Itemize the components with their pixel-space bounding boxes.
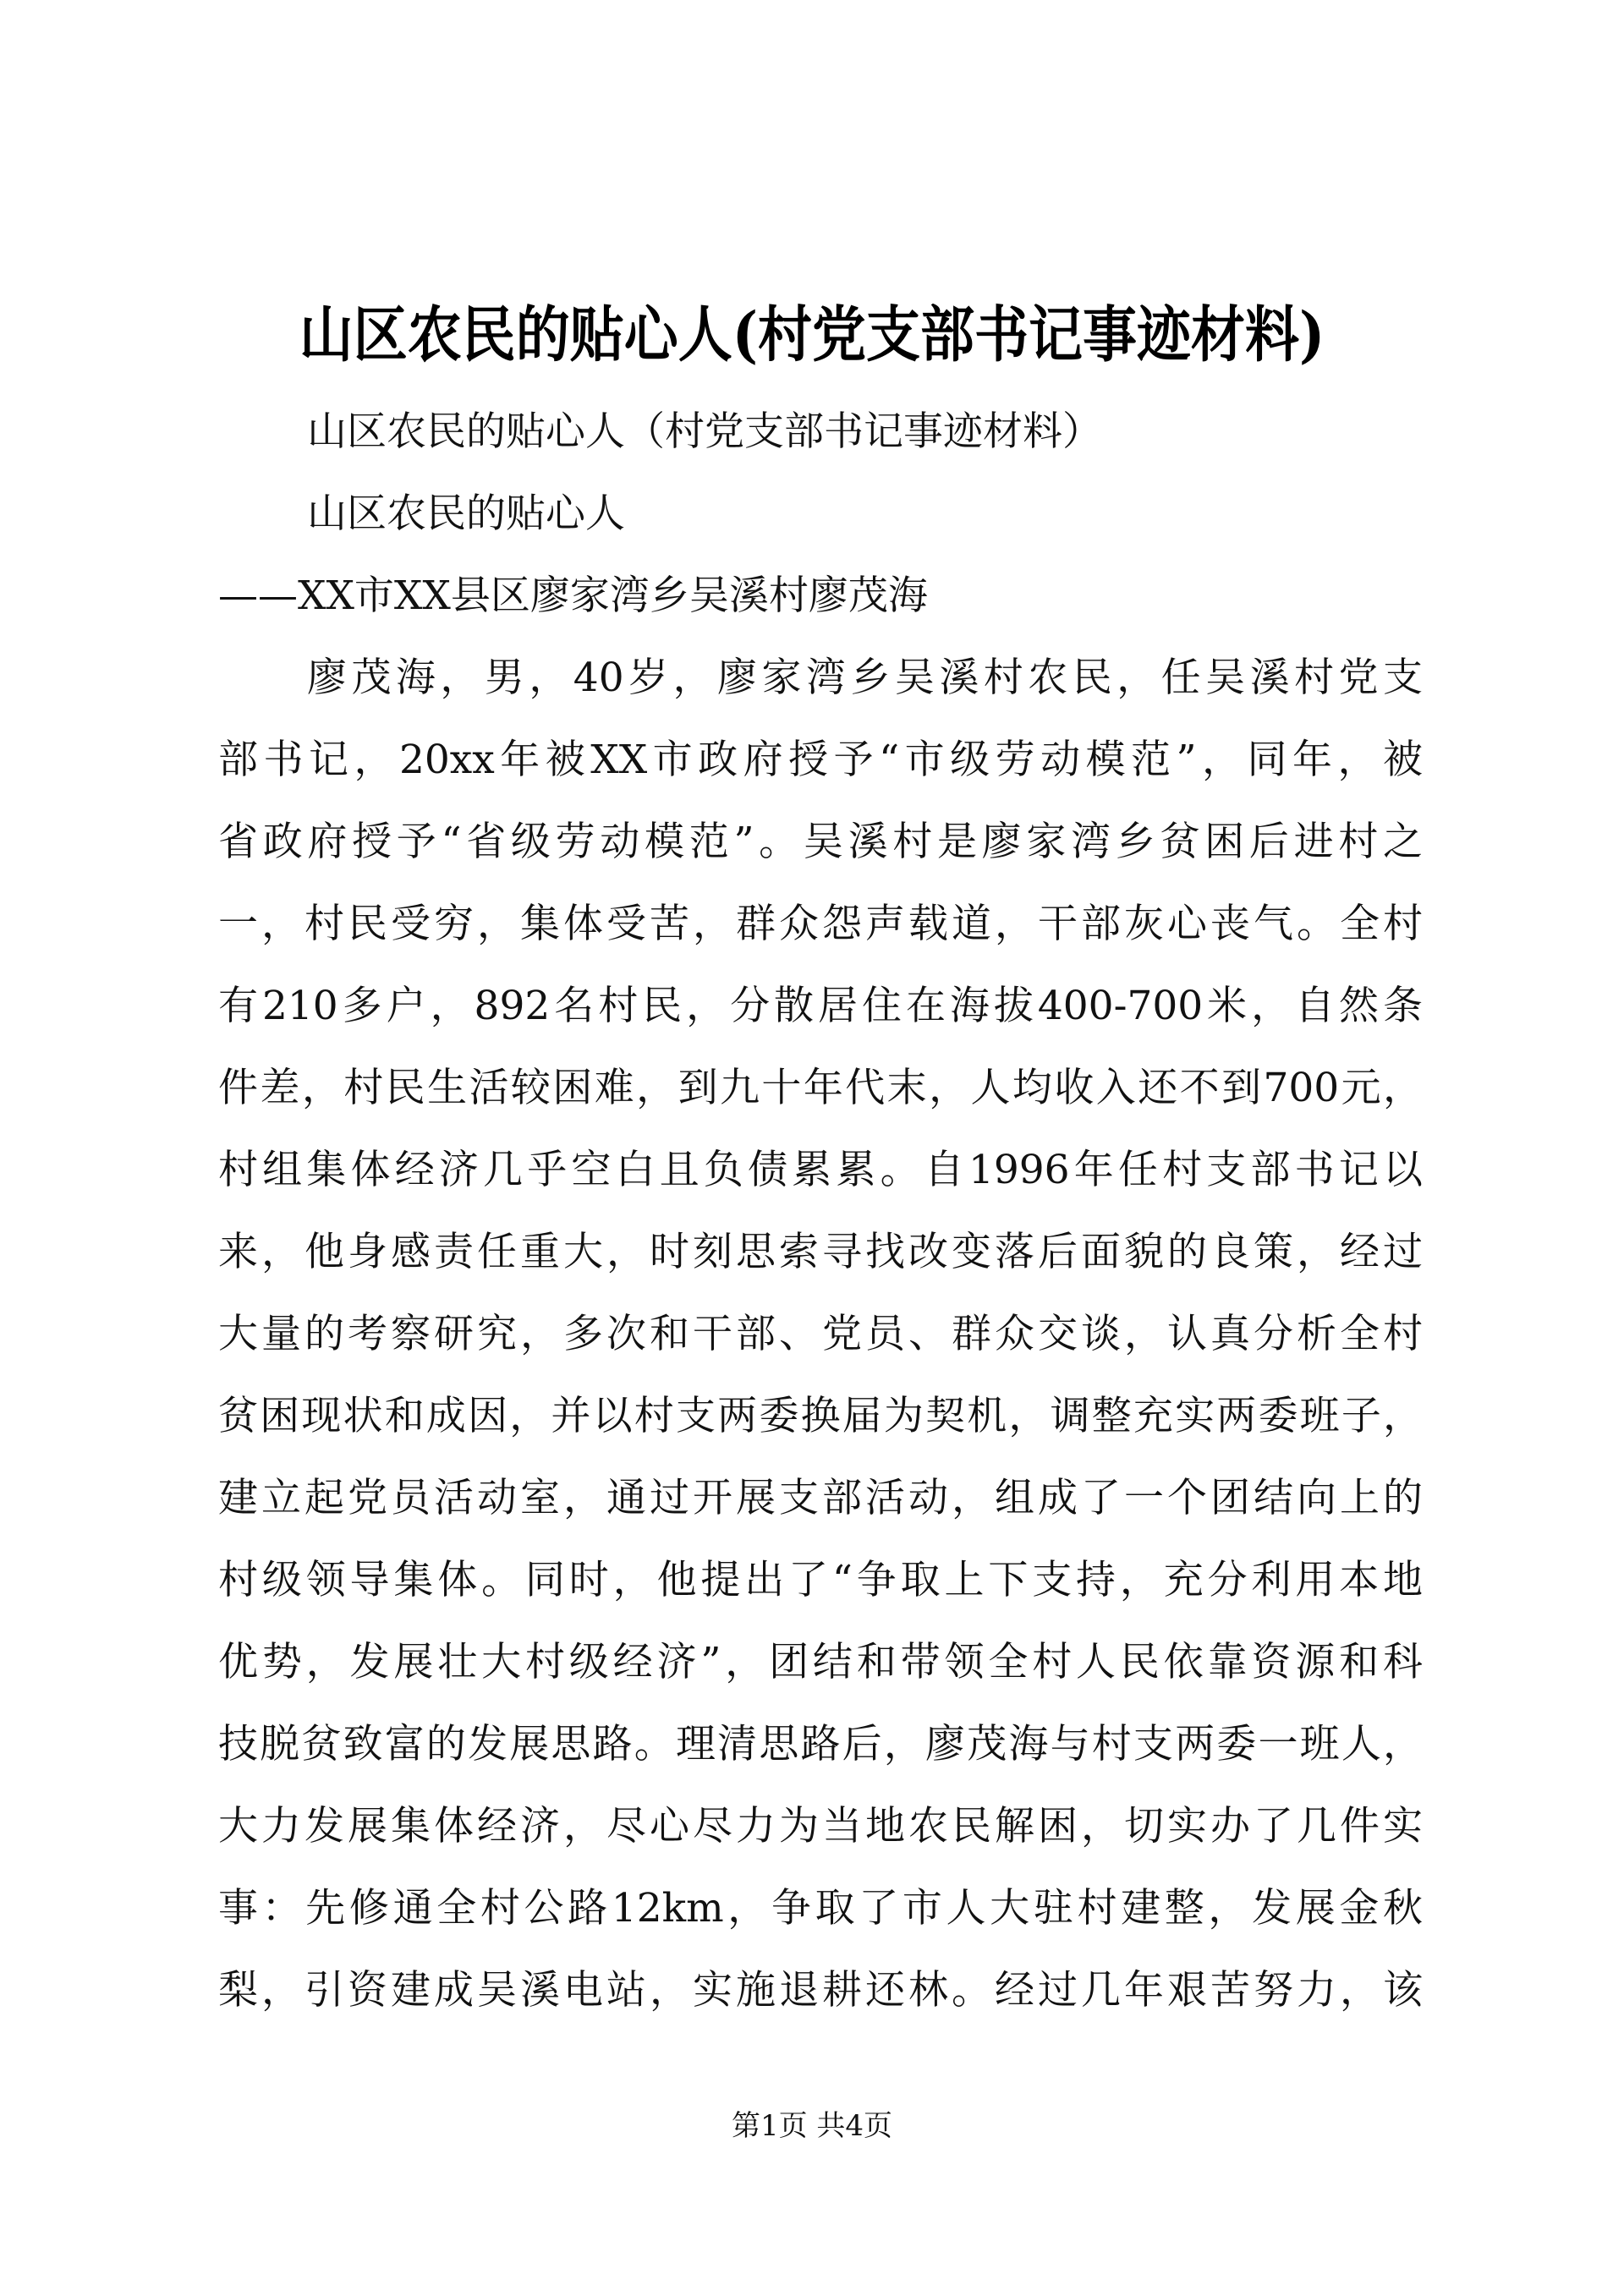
subtitle-line: 山区农民的贴心人（村党支部书记事迹材料）: [307, 408, 1102, 455]
paragraph-line: 件差，村民生活较困难，到九十年代末，人均收入还不到700元，: [218, 1065, 1423, 1111]
paragraph-line: 技脱贫致富的发展思路。理清思路后，廖茂海与村支两委一班人，: [218, 1721, 1423, 1767]
document-title: 山区农民的贴心人(村党支部书记事迹材料): [299, 299, 1325, 371]
paragraph-line: 建立起党员活动室，通过开展支部活动，组成了一个团结向上的: [218, 1475, 1423, 1521]
paragraph-line: 村组集体经济几乎空白且负债累累。自1996年任村支部书记以: [218, 1147, 1423, 1193]
paragraph-line: 廖茂海，男，40岁，廖家湾乡吴溪村农民，任吴溪村党支: [307, 655, 1423, 701]
paragraph-line: 有210多户，892名村民，分散居住在海拔400-700米，自然条: [218, 983, 1423, 1029]
paragraph-line: 来，他身感责任重大，时刻思索寻找改变落后面貌的良策，经过: [218, 1229, 1423, 1275]
page-number-footer: 第1页 共4页: [731, 2109, 893, 2143]
paragraph-line: 村级领导集体。同时，他提出了“争取上下支持，充分利用本地: [218, 1557, 1423, 1603]
paragraph-line: 大力发展集体经济，尽心尽力为当地农民解困，切实办了几件实: [218, 1803, 1423, 1849]
document-body: [218, 391, 1423, 2031]
paragraph-line: 大量的考察研究，多次和干部、党员、群众交谈，认真分析全村: [218, 1311, 1423, 1357]
author-byline: ——XX市XX县区廖家湾乡吴溪村廖茂海: [218, 573, 928, 619]
paragraph-line: 优势，发展壮大村级经济”，团结和带领全村人民依靠资源和科: [218, 1639, 1423, 1685]
subtitle-line: 山区农民的贴心人: [307, 490, 625, 537]
paragraph-line: 部书记，20xx年被XX市政府授予“市级劳动模范”，同年，被: [218, 737, 1423, 783]
paragraph-line: 事：先修通全村公路12km，争取了市人大驻村建整，发展金秋: [218, 1885, 1423, 1932]
paragraph-line: 贫困现状和成因，并以村支两委换届为契机，调整充实两委班子，: [218, 1393, 1423, 1439]
paragraph-line: 一，村民受穷，集体受苦，群众怨声载道，干部灰心丧气。全村: [218, 901, 1423, 947]
paragraph-line: 梨，引资建成吴溪电站，实施退耕还林。经过几年艰苦努力，该: [218, 1967, 1423, 2014]
paragraph-line: 省政府授予“省级劳动模范”。吴溪村是廖家湾乡贫困后进村之: [218, 819, 1423, 865]
